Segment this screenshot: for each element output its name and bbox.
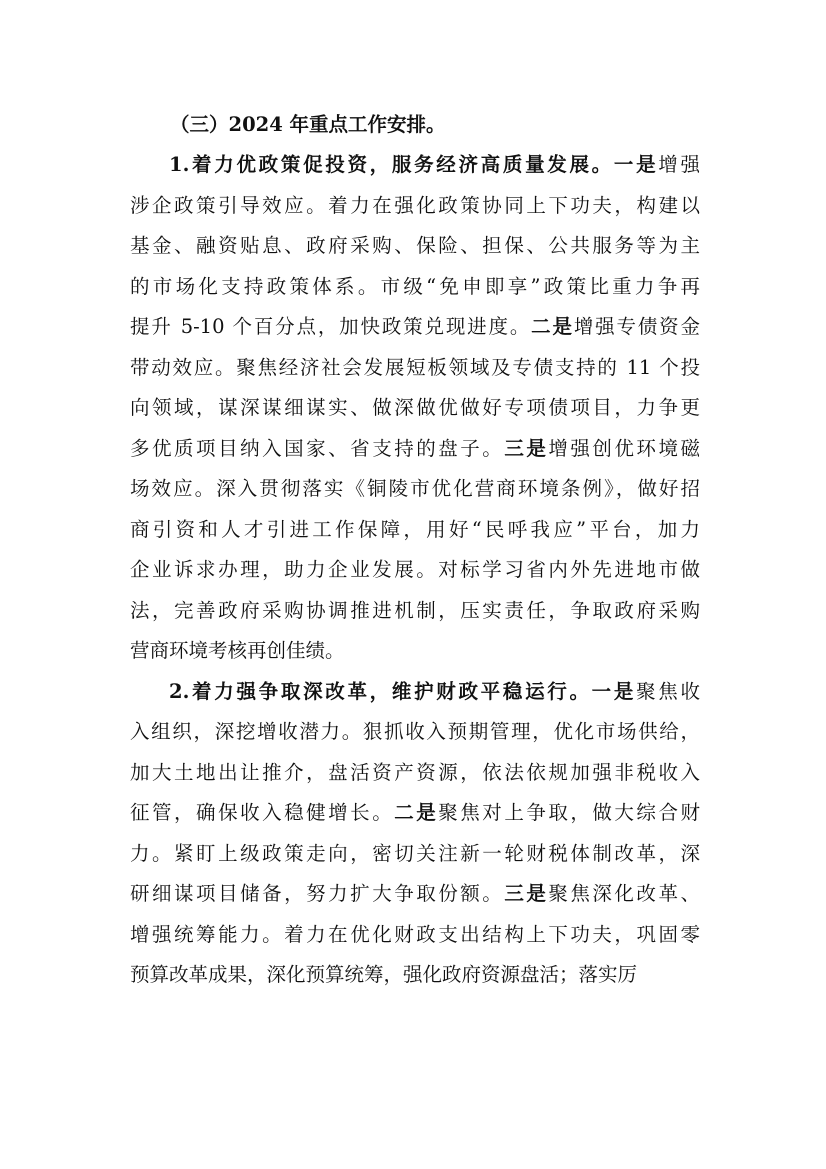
paragraph-item-1 [130,145,700,672]
bold-text: 二是 [531,315,574,338]
body-text: 加大土地出让推介，盘活资产资源，依法依规加强非税收入 [130,760,700,784]
item1-line [130,591,700,632]
item1-line [130,631,700,672]
section-heading: （三）2024 年重点工作安排。 [170,113,446,136]
body-text: 商引资和人才引进工作保障，用好“民呼我应”平台，加力 [130,517,700,541]
body-text: 征管，确保收入稳健增长。 [130,801,395,824]
item2-line [130,793,700,834]
item1-line [130,388,700,429]
body-text: 预算改革成果，深化预算统筹，强化政府资源盘活；落实厉 [130,963,638,986]
body-text: 带动效应。聚焦经济社会发展短板领域及专债支持的 11 个投 [130,355,700,379]
item2-line [130,955,700,996]
bold-text: 2.着力强争取深改革，维护财政平稳运行。一是 [169,679,637,703]
body-text: 研细谋项目储备，努力扩大争取份额。 [130,882,505,905]
item1-line [130,429,700,470]
body-text: 基金、融资贴息、政府采购、保险、担保、公共服务等为主 [130,234,700,257]
body-text: 场效应。深入贯彻落实《铜陵市优化营商环境条例》，做好招 [130,477,700,500]
body-text: 增强 [658,153,700,176]
body-text: 增强统筹能力。着力在优化财政支出结构上下功夫，巩固零 [130,922,700,946]
body-text: 营商环境考核再创佳绩。 [130,639,345,662]
item2-line [130,915,700,956]
item2-line [130,753,700,794]
body-text: 提升 5-10 个百分点，加快政策兑现进度。 [130,315,532,338]
body-text: 企业诉求办理，助力企业发展。对标学习省内外先进地市做 [130,558,700,581]
item2-line [130,672,700,713]
bold-text: 二是 [394,801,439,824]
body-text: 增强创优环境磁 [548,436,700,460]
body-text: 的市场化支持政策体系。市级“免申即享”政策比重力争再 [130,274,700,298]
paragraph-item-2 [130,672,700,996]
item1-line [130,348,700,389]
item1-line [130,550,700,591]
item1-line [130,267,700,308]
body-text: 聚焦对上争取，做大综合财 [438,801,700,824]
item1-line [130,307,700,348]
body-text: 聚焦收 [636,679,700,703]
item2-line [130,834,700,875]
item1-line [130,510,700,551]
item1-line [130,226,700,267]
body-text: 增强专债资金 [573,315,700,338]
bold-text: 1.着力优政策促投资，服务经济高质量发展。一是 [169,153,659,176]
body-text: 入组织，深挖增收潜力。狠抓收入预期管理，优化市场供给， [130,720,700,743]
body-text: 聚焦深化改革、 [548,882,700,905]
bold-text: 三是 [504,436,549,460]
item1-line [130,186,700,227]
item1-line [130,469,700,510]
item2-line [130,874,700,915]
body-text: 向领域，谋深谋细谋实、做深做优做好专项债项目，力争更 [130,396,700,419]
body-text: 法，完善政府采购协调推进机制，压实责任，争取政府采购 [130,598,700,622]
item2-line [130,712,700,753]
body-text: 力。紧盯上级政策走向，密切关注新一轮财税体制改革，深 [130,841,700,865]
bold-text: 三是 [504,882,549,905]
item1-line [130,145,700,186]
body-text: 多优质项目纳入国家、省支持的盘子。 [130,436,505,460]
document-page [130,105,700,996]
body-text: 涉企政策引导效应。着力在强化政策协同上下功夫，构建以 [130,193,700,217]
